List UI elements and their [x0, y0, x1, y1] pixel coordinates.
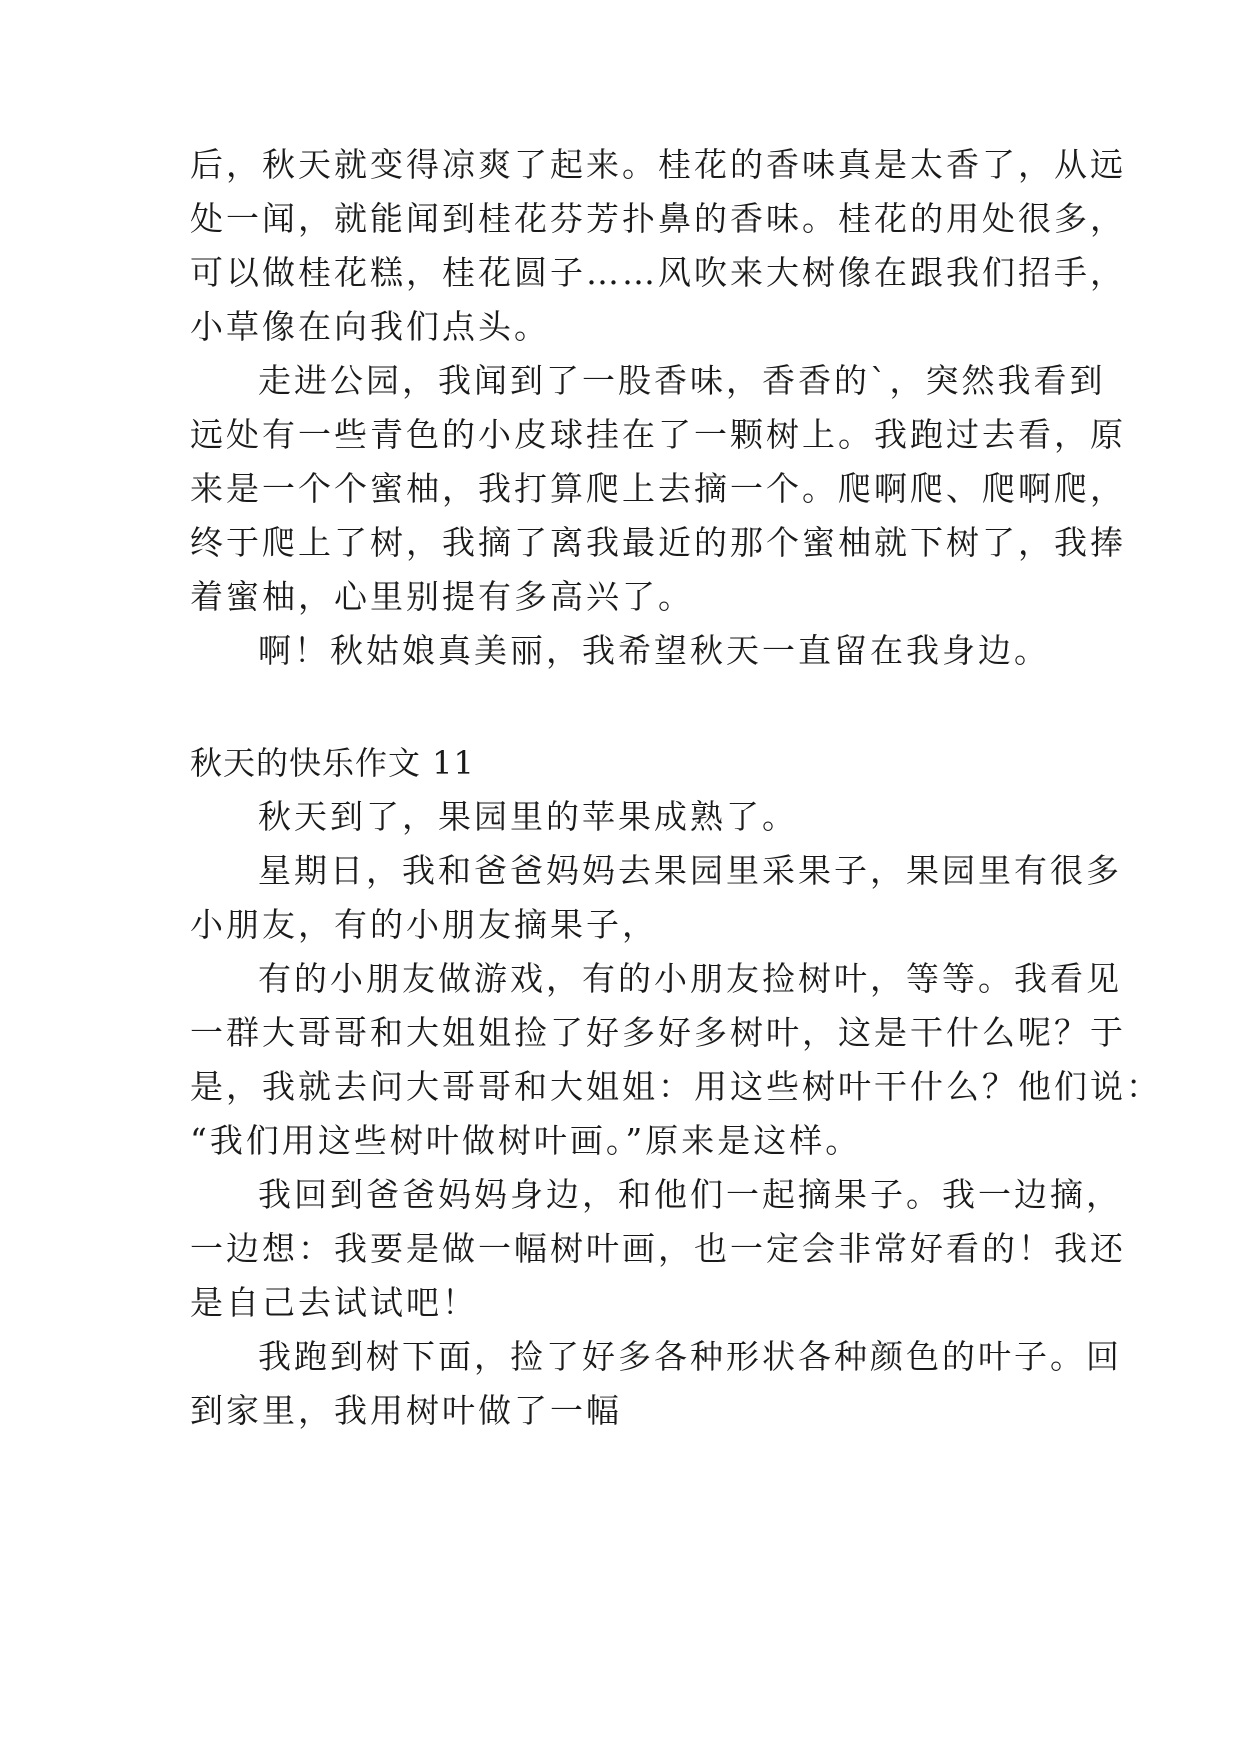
text-line: 小朋友，有的小朋友摘果子， — [190, 905, 658, 944]
text-line: 处一闻，就能闻到桂花芬芳扑鼻的香味。桂花的用处很多， — [190, 199, 1126, 238]
text-line: 是自己去试试吧！ — [190, 1283, 478, 1322]
text-line: 是，我就去问大哥哥和大姐姐：用这些树叶干什么？他们说： — [190, 1067, 1162, 1106]
paragraph-start-line: 走进公园，我闻到了一股香味，香香的`，突然我看到 — [258, 361, 1106, 400]
paragraph-start-line: 我回到爸爸妈妈身边，和他们一起摘果子。我一边摘， — [258, 1175, 1122, 1214]
text-line: 后，秋天就变得凉爽了起来。桂花的香味真是太香了，从远 — [190, 145, 1126, 184]
text-line: 小草像在向我们点头。 — [190, 307, 550, 346]
paragraph-start-line: 星期日，我和爸爸妈妈去果园里采果子，果园里有很多 — [258, 851, 1122, 890]
paragraph-start-line: 我跑到树下面，捡了好多各种形状各种颜色的叶子。回 — [258, 1337, 1122, 1376]
paragraph-start-line: 啊！秋姑娘真美丽，我希望秋天一直留在我身边。 — [258, 631, 1050, 670]
text-line: 远处有一些青色的小皮球挂在了一颗树上。我跑过去看，原 — [190, 415, 1126, 454]
paragraph-start-line: 秋天到了，果园里的苹果成熟了。 — [258, 797, 798, 836]
text-line: 来是一个个蜜柚，我打算爬上去摘一个。爬啊爬、爬啊爬， — [190, 469, 1126, 508]
text-line: “我们用这些树叶做树叶画。”原来是这样。 — [190, 1121, 862, 1160]
text-line: 可以做桂花糕，桂花圆子……风吹来大树像在跟我们招手， — [190, 253, 1126, 292]
essay-heading: 秋天的快乐作文 11 — [190, 744, 475, 782]
text-line: 着蜜柚，心里别提有多高兴了。 — [190, 577, 694, 616]
text-line: 一群大哥哥和大姐姐捡了好多好多树叶，这是干什么呢？于 — [190, 1013, 1126, 1052]
paragraph-start-line: 有的小朋友做游戏，有的小朋友捡树叶，等等。我看见 — [258, 959, 1122, 998]
text-line: 一边想：我要是做一幅树叶画，也一定会非常好看的！我还 — [190, 1229, 1126, 1268]
text-line: 到家里，我用树叶做了一幅 — [190, 1391, 622, 1430]
text-line: 终于爬上了树，我摘了离我最近的那个蜜柚就下树了，我捧 — [190, 523, 1126, 562]
